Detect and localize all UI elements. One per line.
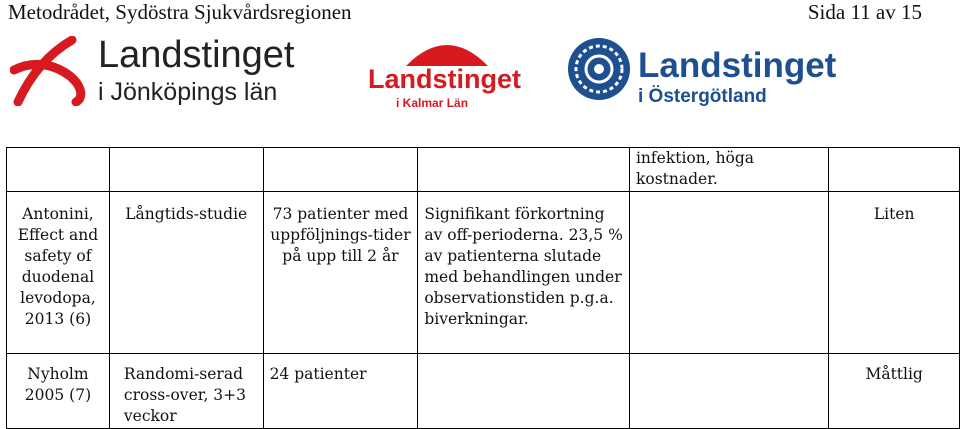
logo-landstinget-jonkoping xyxy=(10,34,330,110)
jonkoping-ribbon-icon xyxy=(10,36,90,106)
ostergotland-logo-line1: Landstinget xyxy=(638,46,837,85)
ostergotland-emblem-icon xyxy=(566,36,632,102)
table-cell-evidence: Måttlig xyxy=(829,354,960,429)
table-cell-effect xyxy=(418,354,630,429)
page-number: Sida 11 av 15 xyxy=(807,0,922,24)
table-cell-patients: 24 patienter xyxy=(263,354,418,429)
table-cell-study: Nyholm 2005 (7) xyxy=(7,354,110,429)
logo-landstinget-ostergotland xyxy=(566,34,856,110)
kalmar-logo-line1: Landstinget xyxy=(368,64,521,94)
table-cell-study xyxy=(7,148,110,192)
evidence-table xyxy=(6,147,960,429)
table-cell-evidence xyxy=(829,148,960,192)
table-cell-design: Långtids-studie xyxy=(109,192,263,354)
ostergotland-logo-line2: i Östergötland xyxy=(638,86,767,107)
table-cell-effect: Signifikant förkortning av off-perioderna. 23,5 % av patienterna slutade med behandlingen under observationstiden p.g.a. biverkningar. xyxy=(418,192,630,354)
table-cell-design xyxy=(109,148,263,192)
table-cell-risk xyxy=(629,354,828,429)
table-cell-study: Antonini, Effect and safety of duodenal levodopa, 2013 (6) xyxy=(7,192,110,354)
table-row xyxy=(7,354,960,429)
table-cell-effect xyxy=(418,148,630,192)
table-cell-patients: 73 patienter med uppföljnings-tider på upp till 2 år xyxy=(263,192,418,354)
table-cell-evidence: Liten xyxy=(829,192,960,354)
table-row xyxy=(7,148,960,192)
table-cell-risk: infektion, höga kostnader. xyxy=(629,148,828,192)
logo-landstinget-kalmar xyxy=(366,34,521,110)
jonkoping-logo-line2: i Jönköpings län xyxy=(98,78,278,106)
jonkoping-logo-line1: Landstinget xyxy=(98,34,295,76)
document-header-title: Metodrådet, Sydöstra Sjukvårdsregionen xyxy=(8,0,352,24)
table-cell-risk xyxy=(629,192,828,354)
table-row xyxy=(7,192,960,354)
table-cell-design: Randomi-serad cross-over, 3+3 veckor xyxy=(109,354,263,429)
kalmar-logo-line2: i Kalmar Län xyxy=(396,96,469,110)
table-cell-patients xyxy=(263,148,418,192)
kalmar-arch-icon xyxy=(402,34,492,66)
